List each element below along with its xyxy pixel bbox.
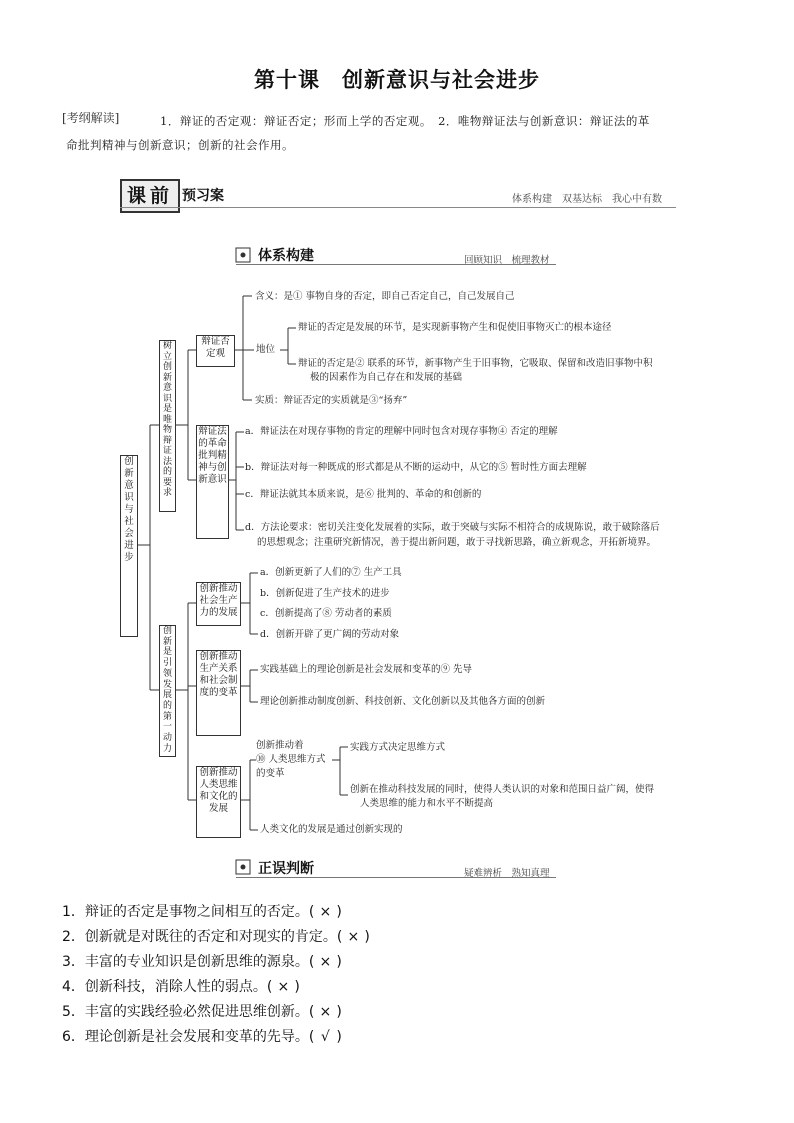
negation-position: 地位 (256, 344, 276, 355)
relations-2: 理论创新推动制度创新、科技创新、文化创新以及其他各方面的创新 (260, 696, 546, 707)
judge-title: 正误判断 (258, 861, 314, 877)
critical-d-2: 的思想观念；注重研究新情况，善于提出新问题，敢于寻找新思路，确立新观念，开拓新境界。 (257, 537, 657, 548)
critical-c: c．辩证法就其本质来说，是⑥ 批判的、革命的和创新的 (245, 489, 482, 500)
productivity-a: a．创新更新了人们的⑦ 生产工具 (260, 567, 402, 578)
productivity-c: c．创新提高了⑧ 劳动者的素质 (260, 608, 392, 619)
judge-links: 疑难辨析 熟知真理 (464, 868, 550, 879)
culture-thinking-3: 的变革 (256, 768, 285, 779)
outline-tag: [考纲解读] (62, 111, 120, 125)
system-divider (236, 264, 556, 265)
culture-last: 人类文化的发展是通过创新实现的 (260, 824, 403, 835)
outline-line-2: 命批判精神与创新意识；创新的社会作用。 (66, 138, 294, 152)
culture-think-b2: 人类思维的能力和水平不断提高 (360, 798, 494, 809)
system-links: 回顾知识 梳理教材 (464, 255, 550, 266)
branch-1-node: 树立创新意识是唯物辩证法的要求 (159, 340, 176, 512)
culture-node: 创新推动人类思维和文化的发展 (196, 766, 241, 838)
judge-item: 1．辩证的否定是事物之间相互的否定。( × ) (62, 904, 342, 920)
negation-position-2b: 极的因素作为自己存在和发展的基础 (310, 372, 463, 383)
negation-node: 辩证否定观 (196, 335, 235, 367)
negation-essence: 实质：辩证否定的实质就是③“扬弃” (255, 395, 408, 406)
outline-line-1: 1．辩证的否定观：辩证否定；形而上学的否定观。 2．唯物辩证法与创新意识：辩证法的革 (160, 114, 650, 128)
culture-think-b1: 创新在推动科技发展的同时，使得人类认识的对象和范围日益广阔，使得 (350, 784, 655, 795)
productivity-d: d．创新开辟了更广阔的劳动对象 (260, 629, 400, 640)
judge-divider (236, 877, 556, 878)
culture-thinking-1: 创新推动着 (256, 740, 304, 751)
productivity-node: 创新推动社会生产力的发展 (196, 582, 241, 626)
section-links: 体系构建 双基达标 我心中有数 (512, 194, 662, 205)
page-title: 第十课 创新意识与社会进步 (254, 68, 540, 92)
productivity-b: b．创新促进了生产技术的进步 (260, 588, 390, 599)
judge-item: 6．理论创新是社会发展和变革的先导。( √ ) (62, 1029, 342, 1045)
judge-item: 5．丰富的实践经验必然促进思维创新。( × ) (62, 1004, 342, 1020)
critical-a: a．辩证法在对现存事物的肯定的理解中同时包含对现存事物④ 否定的理解 (245, 426, 558, 437)
critical-b: b．辩证法对每一种既成的形式都是从不断的运动中，从它的⑤ 暂时性方面去理解 (245, 462, 587, 473)
negation-meaning: 含义：是① 事物自身的否定，即自己否定自己，自己发展自己 (255, 291, 515, 302)
relations-node: 创新推动生产关系和社会制度的变革 (196, 650, 241, 736)
judge-item: 2．创新就是对既往的否定和对现实的肯定。( × ) (62, 929, 370, 945)
culture-thinking-2: ⑩ 人类思维方式 (256, 754, 326, 765)
negation-position-2a: 辩证的否定是② 联系的环节，新事物产生于旧事物，它吸取、保留和改造旧事物中积 (298, 358, 653, 369)
critical-d-1: d．方法论要求：密切关注变化发展着的实际，敢于突破与实际不相符合的成规陈说，敢于破除落后 (245, 522, 660, 533)
judge-item: 4．创新科技，消除人性的弱点。( × ) (62, 979, 300, 995)
section-badge: 课前 (120, 179, 180, 213)
critical-node: 辩证法的革命批判精神与创新意识 (196, 425, 229, 539)
branch-2-node: 创新是引领发展的第一动力 (159, 625, 176, 757)
root-node: 创新意识与社会进步 (120, 455, 138, 637)
section-title: 预习案 (182, 188, 224, 204)
relations-1: 实践基础上的理论创新是社会发展和变革的⑨ 先导 (260, 664, 473, 675)
system-title: 体系构建 (258, 248, 314, 264)
culture-think-a: 实践方式决定思维方式 (350, 742, 446, 753)
negation-position-1: 辩证的否定是发展的环节，是实现新事物产生和促使旧事物灭亡的根本途径 (298, 322, 612, 333)
judge-item: 3．丰富的专业知识是创新思维的源泉。( × ) (62, 954, 342, 970)
